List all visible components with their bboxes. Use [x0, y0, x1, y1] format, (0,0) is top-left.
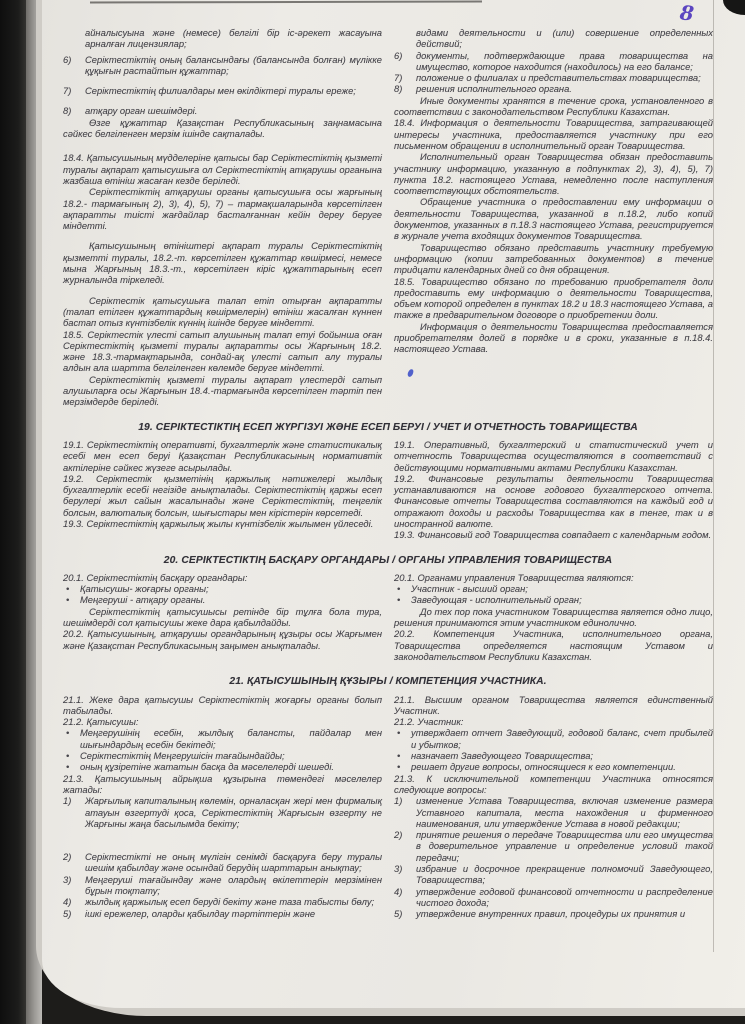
- paragraph: 21.2. Участник:: [394, 716, 464, 728]
- bullet-item: [63, 583, 382, 594]
- list-item: [394, 863, 713, 886]
- paragraph: Қатысушының өтініштері ақпарат туралы Серіктестіктің қызметті туралы, 18.2.-т. көрсетілген құжаттар көшірмесі, немесе мына Жарғының 18.3.-т., көрсетілген кіріс құжаттарының есеп журналында тіркеледі.: [63, 240, 382, 286]
- list-marker: 1): [394, 795, 403, 807]
- paragraph: Серіктестіктің қатысушысы ретінде бір тұлға бола тура, шешімдерді сол қатысушы жеке дара қабылдайды.: [63, 605, 382, 629]
- list-marker: 8): [394, 83, 403, 95]
- paragraph: 20.1. Органами управления Товарищества являются:: [394, 571, 634, 583]
- list-item: [394, 72, 713, 83]
- bullet-text: Серіктестіктің Меңгерушісін тағайындайды;: [80, 750, 285, 762]
- handwritten-page-number: 8: [678, 0, 696, 26]
- bullet-item: [394, 727, 713, 750]
- list-text: решения исполнительного органа.: [416, 83, 572, 95]
- list-text: ішкі ережелер, оларды қабылдау тәртіптерін және: [85, 907, 316, 919]
- section-18: [63, 27, 713, 408]
- list-text: утверждение годовой финансовой отчетности и распределение чистого дохода;: [416, 885, 713, 908]
- column-russian: [394, 572, 713, 662]
- paragraph: 18.5. Товарищество обязано по требованию приобретателя доли предоставить ему информацию о деятельности Товарищества, объем которой определен в пунктах 18.2 и 18.3 настоящего Устава, а также в предварительном договоре о приобретении доли.: [394, 275, 713, 321]
- paragraph: До тех пор пока участником Товарищества является одно лицо, решения принимаются этим участником единолично.: [394, 605, 713, 629]
- corner-curl: [723, 0, 745, 15]
- paragraph: 20.2. Қатысушының, атқарушы органдарының құзыры осы Жарғымен және Қазақстан Республикасының заңымен анықталады.: [63, 628, 382, 651]
- paragraph: Информация о деятельности Товарищества предоставляется приобретателям долей в порядке и в сроки, указанные в п.18.4. настоящего Устава.: [394, 320, 713, 355]
- list-text: изменение Устава Товарищества, включая изменение размера Уставного капитала, места нахождения и фирменного наименования, или утверждение Устава в новой редакции;: [416, 795, 713, 829]
- list-marker: 2): [394, 829, 403, 841]
- list-item: [394, 908, 713, 919]
- bullet-item: [394, 583, 713, 594]
- list-marker: 3): [394, 863, 403, 874]
- paragraph: 18.5. Серіктестік үлесті сатып алушының талап етуі бойынша оған Серіктестіктің қызметі туралы ақпаратты осы Жарғының 18.2. және 18.3.-тармақтарында, сондай-ақ үлесті сатып алу туралы алдын ала шартта белгіленген көлемде беруге міндетті.: [63, 328, 382, 374]
- bullet-icon: •: [66, 727, 70, 739]
- list-text: Жарғылық капиталының көлемін, орналасқан жері мен фирмалық атауын өзгертуді қоса, Серіктестіктің Жарғысын өзгерту не Жарғыны жаңа басылымда бекіту;: [85, 795, 382, 829]
- list-item: [63, 105, 382, 116]
- bullet-item: [63, 727, 382, 750]
- list-marker: 8): [63, 105, 72, 117]
- bullet-text: Қатысушы- жоғарғы органы;: [80, 583, 209, 595]
- list-marker: 7): [63, 85, 72, 97]
- paragraph: 19.1. Серіктестіктің оперативті, бухгалтерлік және статистикалық есебі мен есеп беруі Қазақстан Республикасының нормативтік актілеріне сәйкес жүзеге асырылады.: [63, 438, 382, 473]
- list-item: [394, 83, 713, 94]
- paragraph: Серіктестік қатысушыға талап етіп отырған ақпаратты (талап етілген құжаттардың көшірмелерін) өтініш жасалған күннен бастап отыз күнтізбелік күннің ішінде беруге міндетті.: [63, 294, 382, 329]
- paragraph: 20.2. Компетенция Участника, исполнительного органа, Товарищества определяется настоящим Уставом и законодательством Республики Казахстан.: [394, 628, 713, 662]
- bullet-text: Меңгеруші - атқару органы.: [80, 594, 206, 606]
- section-20-heading: 20. СЕРІКТЕСТІКТІҢ БАСҚАРУ ОРГАНДАРЫ / ОРГАНЫ УПРАВЛЕНИЯ ТОВАРИЩЕСТВА: [163, 554, 613, 566]
- bullet-icon: •: [66, 761, 70, 773]
- paper-crease: [713, 0, 714, 952]
- list-item: [394, 886, 713, 909]
- paragraph: Обращение участника о предоставлении ему информации о деятельности Товарищества, указанной в п.18.2, либо копий документов, указанных в п.18.3 настоящего Устава, регистрируется в журнале учета входящих документов Товарищества.: [394, 196, 713, 242]
- bullet-icon: •: [397, 594, 401, 606]
- scanner-edge-band: [0, 0, 26, 1024]
- paragraph: 19.1. Оперативный, бухгалтерский и статистический учет и отчетность Товарищества осуществляются в соответствий с действующими нормативными актами Республики Казахстан.: [394, 438, 713, 473]
- bullet-icon: •: [397, 727, 401, 739]
- list-text: принятие решения о передаче Товарищества или его имущества в доверительное управление и определение условий такой передачи;: [416, 829, 713, 863]
- list-item: [63, 874, 382, 897]
- paragraph: 19.2. Серіктестік қызметінің қаржылық нәтижелері жылдық бухгалтерлік есебі негізіде анықталады. Серіктестіктің қаржы есеп берулері жыл сайын жасалынады және Серіктестіктің, теңгелік болсын, валюталық болсын, шығыстары мен кірістерін көрсетеді.: [63, 472, 382, 518]
- paragraph: 21.1. Жеке дара қатысушы Серіктестіктің жоғарғы органы болып табылады.: [63, 693, 382, 716]
- paragraph: Өзге құжаттар Қазақстан Республикасының заңнамасына сәйкес белгіленген мерзім ішінде сақталады.: [63, 116, 382, 140]
- scanned-page: [42, 0, 745, 1008]
- list-marker: 2): [63, 851, 72, 863]
- list-text: Меңгеруші тағайындау және олардың өкілеттерін мерзімінен бұрын тоқтату;: [85, 873, 382, 896]
- bullet-item: [394, 594, 713, 605]
- paragraph: 21.2. Қатысушы:: [63, 716, 139, 728]
- paragraph: 21.3. Қатысушының айрықша құзырына төмендегі мәселелер жатады:: [63, 772, 382, 795]
- list-text: Серіктестікті не оның мүлігін сенімді басқаруға беру туралы шешім қабылдау және осындай берудің шарттарын анықтау;: [85, 851, 382, 874]
- paragraph: Серіктестіктің атқарушы органы қатысушыға осы жарғының 18.2.- тармағының 2), 3), 4), 5), 7) – тармақшаларында көрсетілген ақпаратты тиісті жағдайлар басталғаннан кейін дереу беруге міндетті.: [63, 186, 382, 232]
- paragraph: видами деятельности и (или) совершение определенных действий;: [416, 27, 713, 50]
- paragraph: Иные документы хранятся в течение срока, установленного в соответствии с законодательством Республики Казахстан.: [394, 94, 713, 118]
- section-19-heading: 19. СЕРІКТЕСТІКТІҢ ЕСЕП ЖҮРГІЗУІ ЖӘНЕ ЕСЕП БЕРУІ / УЧЕТ И ОТЧЕТНОСТЬ ТОВАРИЩЕСТВА: [138, 421, 638, 433]
- column-russian: [394, 439, 713, 541]
- list-marker: 6): [63, 53, 72, 65]
- document-body: [63, 27, 713, 919]
- bullet-text: Заведующая - исполнительный орган;: [411, 594, 582, 606]
- section-21: [63, 694, 713, 920]
- column-kazakh: [63, 694, 382, 920]
- bullet-icon: •: [66, 583, 70, 595]
- paragraph: 21.1. Высшим органом Товарищества является единственный Участник.: [394, 693, 713, 716]
- list-marker: 5): [394, 908, 403, 920]
- list-text: документы, подтверждающие права товарищества на имущество, которое находится (находилось) на его балансе;: [416, 49, 713, 72]
- list-marker: 5): [63, 907, 72, 919]
- bullet-text: Меңгерушінің есебін, жылдық балансты, пайдалар мен шығындардың есебін бекітеді;: [80, 727, 382, 750]
- list-item: [63, 795, 382, 829]
- paragraph: Исполнительный орган Товарищества обязан предоставить участнику информацию, указанную в подпунктах 2), 3), 4), 5), 7) пункта 18.2. настоящего Устава, немедленно после наступления соответствующих обстоятельств.: [394, 151, 713, 197]
- list-item: [394, 50, 713, 73]
- list-text: утверждение внутренних правил, процедуры их принятия и: [416, 908, 686, 920]
- section-19: [63, 439, 713, 541]
- paragraph: Серіктестіктің қызметі туралы ақпарат үлестерді сатып алушыларға осы Жарғынын 18.4.-тармағында көрсетілген тәртіп пен мерзімдерде беріледі.: [63, 373, 382, 408]
- paragraph: 21.3. К исключительной компетенции Участника относятся следующие вопросы:: [394, 772, 713, 795]
- list-marker: 4): [63, 896, 72, 908]
- column-kazakh: [63, 572, 382, 662]
- list-item: [394, 795, 713, 829]
- list-marker: 6): [394, 49, 403, 61]
- paragraph: 19.3. Финансовый год Товарищества совпадает с календарным годом.: [394, 529, 712, 541]
- list-text: положение о филиалах и представительствах товарищества;: [416, 72, 701, 84]
- bullet-icon: •: [66, 594, 70, 606]
- list-text: жылдық қаржылық есеп беруді бекіту және таза табысты бөлу;: [85, 896, 375, 908]
- paragraph: айналысуына және (немесе) белгілі бір іс-әрекет жасауына арналған лицензиялар;: [85, 27, 382, 50]
- column-russian: [394, 27, 713, 408]
- bullet-item: [63, 761, 382, 772]
- paragraph: Товарищество обязано представить участнику требуемую информацию (копии затребованных документов) в течение тридцати календарных дней со дня обращения.: [394, 241, 713, 276]
- list-text: Серіктестіктің филиалдары мен өкілдіктері туралы ереже;: [85, 85, 356, 97]
- bullet-text: назначает Заведующего Товарищества;: [411, 750, 594, 762]
- bullet-icon: •: [397, 761, 401, 773]
- list-marker: 4): [394, 885, 403, 897]
- list-item: [394, 829, 713, 863]
- list-item: [63, 851, 382, 874]
- bullet-item: [63, 594, 382, 605]
- paragraph: 18.4. Қатысушының мүдделеріне қатысы бар Серіктестіктің қызметі туралы ақпарат қатысушыға ол Серіктестіктің атқарушы органына жазбаша өтініш жасаған кезде беріледі.: [63, 152, 382, 186]
- section-20: [63, 572, 713, 662]
- bullet-item: [63, 750, 382, 761]
- bullet-text: утверждает отчет Заведующий, годовой баланс, счет прибылей и убытков;: [411, 727, 713, 750]
- column-kazakh: [63, 27, 382, 408]
- paragraph: 20.1. Серіктестіктің басқару органдары:: [63, 571, 248, 583]
- scan-artifact-line: [90, 0, 482, 3]
- column-kazakh: [63, 439, 382, 541]
- bullet-icon: •: [397, 583, 401, 595]
- bullet-text: решает другие вопросы, относящиеся к его компетенции.: [411, 761, 676, 773]
- bullet-item: [394, 761, 713, 772]
- list-item: [63, 54, 382, 77]
- bullet-text: Участник - высший орган;: [411, 583, 528, 595]
- list-item: [63, 896, 382, 907]
- list-marker: 3): [63, 873, 72, 885]
- bullet-item: [394, 750, 713, 761]
- list-item: [63, 85, 382, 96]
- paragraph: 18.4. Информация о деятельности Товарищества, затрагивающей интересы участника, предоставляется участнику при его письменном обращении в исполнительный орган Товарищества.: [394, 117, 713, 151]
- list-item: [63, 908, 382, 919]
- list-marker: 1): [63, 795, 72, 807]
- bullet-icon: •: [397, 750, 401, 762]
- paragraph: 19.2. Финансовые результаты деятельности Товарищества устанавливаются на основе годового бухгалтерского отчета. Финансовые отчеты Товарищества составляются на каждый год и отражают доходы и расходы Товарищества как в тенге, так и в иностранной валюте.: [394, 472, 713, 529]
- list-marker: 7): [394, 72, 403, 84]
- section-21-heading: 21. ҚАТЫСУШЫНЫҢ ҚҰЗЫРЫ / КОМПЕТЕНЦИЯ УЧАСТНИКА.: [229, 676, 547, 688]
- list-text: Серіктестіктің оның балансындағы (балансында болған) мүлікке құқығын растайтын құжаттар;: [85, 53, 382, 76]
- paragraph: 19.3. Серіктестіктің қаржылық жылы күнтізбелік жылымен үйлеседі.: [63, 517, 374, 529]
- bullet-text: оның құзіретіне жататын басқа да мәселелерді шешеді.: [80, 761, 335, 773]
- column-russian: [394, 694, 713, 920]
- bullet-icon: •: [66, 750, 70, 762]
- list-text: атқару орган шешімдері.: [85, 105, 198, 117]
- list-text: избрание и досрочное прекращение полномочий Заведующего, Товарищества;: [416, 863, 713, 886]
